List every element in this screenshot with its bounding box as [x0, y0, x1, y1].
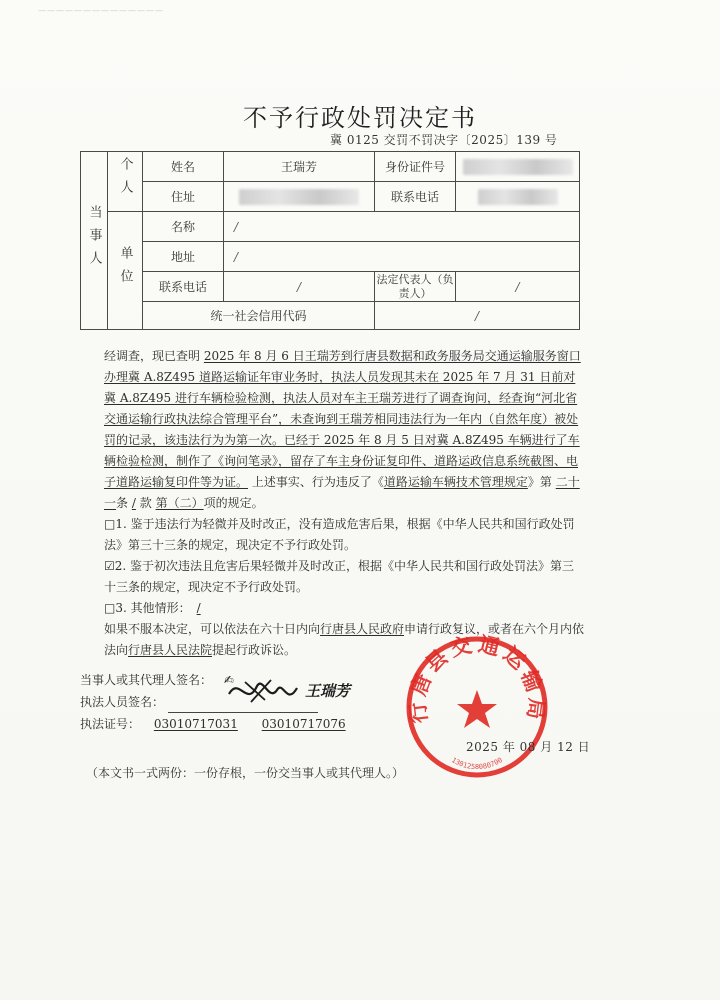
party-group-label: 当事人 [86, 204, 102, 274]
unit-phone-label: 联系电话 [143, 272, 224, 302]
party-signature-label: 当事人或其代理人签名： [80, 673, 213, 687]
option-1: □1. 鉴于违法行为轻微并及时改正，没有造成危害后果，根据《中华人民共和国行政处罚法》第三十三条的规定，现决定不予行政处罚。 [104, 517, 575, 552]
unit-cell [108, 212, 143, 330]
option-2-checked: ☑2. 鉴于初次违法且危害后果轻微并及时改正，根据《中华人民共和国行政处罚法》第三十三条的规定，现决定不予行政处罚。 [104, 559, 575, 594]
findings-facts: 2025 年 8 月 6 日王瑞芳到行唐县数据和政务服务局交通运输服务窗口办理冀 A.8Z495 道路运输证年审业务时，执法人员发现其未在 2025 年 7 月 31 日前对冀 A.8Z495 进行车辆检验检测，执法人员对车主王瑞芳进行了调查询问，经查询“河北省交通运输行政执法综合管理平台”，未查询到王瑞芳相同违法行为一年内（自然年度）被处罚的记录，该违法行为为第一次。已经于 2025 年 8 月 5 日对冀 A.8Z495 车辆进行了车辆检验检测，制作了《询问笔录》，留存了车主身份证复印件、道路运政信息系统截图、电子道路运输复印件等为证。 [104, 349, 581, 489]
unit-name-value: / [224, 212, 580, 242]
credit-code-value: / [375, 302, 580, 330]
legal-rep-label: 法定代表人（负责人） [376, 272, 454, 300]
text-fragment: 》第 [527, 475, 552, 489]
seal-text: 行唐县交通运输局 [404, 632, 550, 725]
text-fragment: 如果不服本决定，可以依法在六十日内向 [104, 622, 321, 636]
unit-name-label: 名称 [143, 212, 224, 242]
phone-label: 联系电话 [375, 182, 456, 212]
handwritten-signature [225, 672, 365, 712]
official-seal [402, 632, 552, 782]
decision-date: 2025 年 08 月 12 日 [466, 740, 591, 754]
clause-number: / [131, 496, 136, 510]
cert-number-2: 03010717076 [261, 717, 346, 731]
individual-label: 个人 [117, 157, 133, 203]
text-fragment: 款 [139, 496, 152, 510]
findings-lead: 经调查，现已查明 [104, 349, 201, 363]
text-fragment: 项的规定。 [203, 496, 264, 510]
option-3 [80, 598, 585, 619]
credit-code-label: 统一社会信用代码 [143, 302, 375, 330]
cert-number-1: 03010717031 [153, 717, 238, 731]
name-value: 王瑞芳 [224, 152, 375, 182]
unit-label: 单位 [117, 246, 133, 292]
review-authority: 行唐县人民政府 [320, 622, 405, 636]
findings-paragraph [80, 346, 585, 514]
seal-star-icon [457, 690, 497, 728]
phone-value-redacted [456, 182, 580, 212]
text-fragment: 提起行政诉讼。 [212, 643, 297, 657]
id-value-redacted [456, 152, 580, 182]
document-number: 冀 0125 交罚不罚决字〔2025〕139 号 [330, 133, 558, 147]
decision-body [80, 346, 585, 661]
text-fragment: 申请行政复议，或者在六个月内依法向 [104, 622, 585, 657]
cert-label: 执法证号： [80, 717, 141, 731]
header-faint-text: —————————————— [38, 6, 164, 15]
redaction-block [478, 189, 558, 205]
party-group-cell [81, 152, 108, 330]
text-fragment: 条 [116, 496, 129, 510]
address-label: 住址 [143, 182, 224, 212]
findings-violation-text: 上述事实、行为违反了《 [251, 475, 384, 489]
unit-address-label: 地址 [143, 242, 224, 272]
id-label: 身份证件号 [375, 152, 456, 182]
footer-note: （本文书一式两份：一份存根，一份交当事人或其代理人。） [86, 766, 405, 780]
handwritten-name: 王瑞芳 [305, 682, 351, 700]
handwritten-mark: ✍ [223, 673, 234, 687]
redaction-block [463, 159, 573, 175]
unit-address-value: / [224, 242, 580, 272]
seal-code: 1301258080700 [450, 756, 504, 772]
party-info-table [80, 151, 580, 330]
unit-phone-value: / [224, 272, 375, 302]
court-name: 行唐县人民法院 [128, 643, 213, 657]
item-number: 第（二） [155, 496, 204, 510]
article-number: 二十一 [104, 475, 580, 510]
officer-signature-label: 执法人员签名： [80, 695, 165, 709]
option-3-value: / [196, 601, 201, 615]
name-label: 姓名 [143, 152, 224, 182]
violated-regulation: 道路运输车辆技术管理规定 [383, 475, 528, 489]
legal-rep-value: / [456, 272, 580, 302]
address-value-redacted [224, 182, 375, 212]
document-title: 不予行政处罚决定书 [243, 104, 477, 132]
redaction-block [239, 189, 359, 205]
option-3-label: □3. 其他情形： [104, 601, 191, 615]
svg-text:1301258080700 [450, 756, 504, 771]
individual-cell [108, 152, 143, 212]
